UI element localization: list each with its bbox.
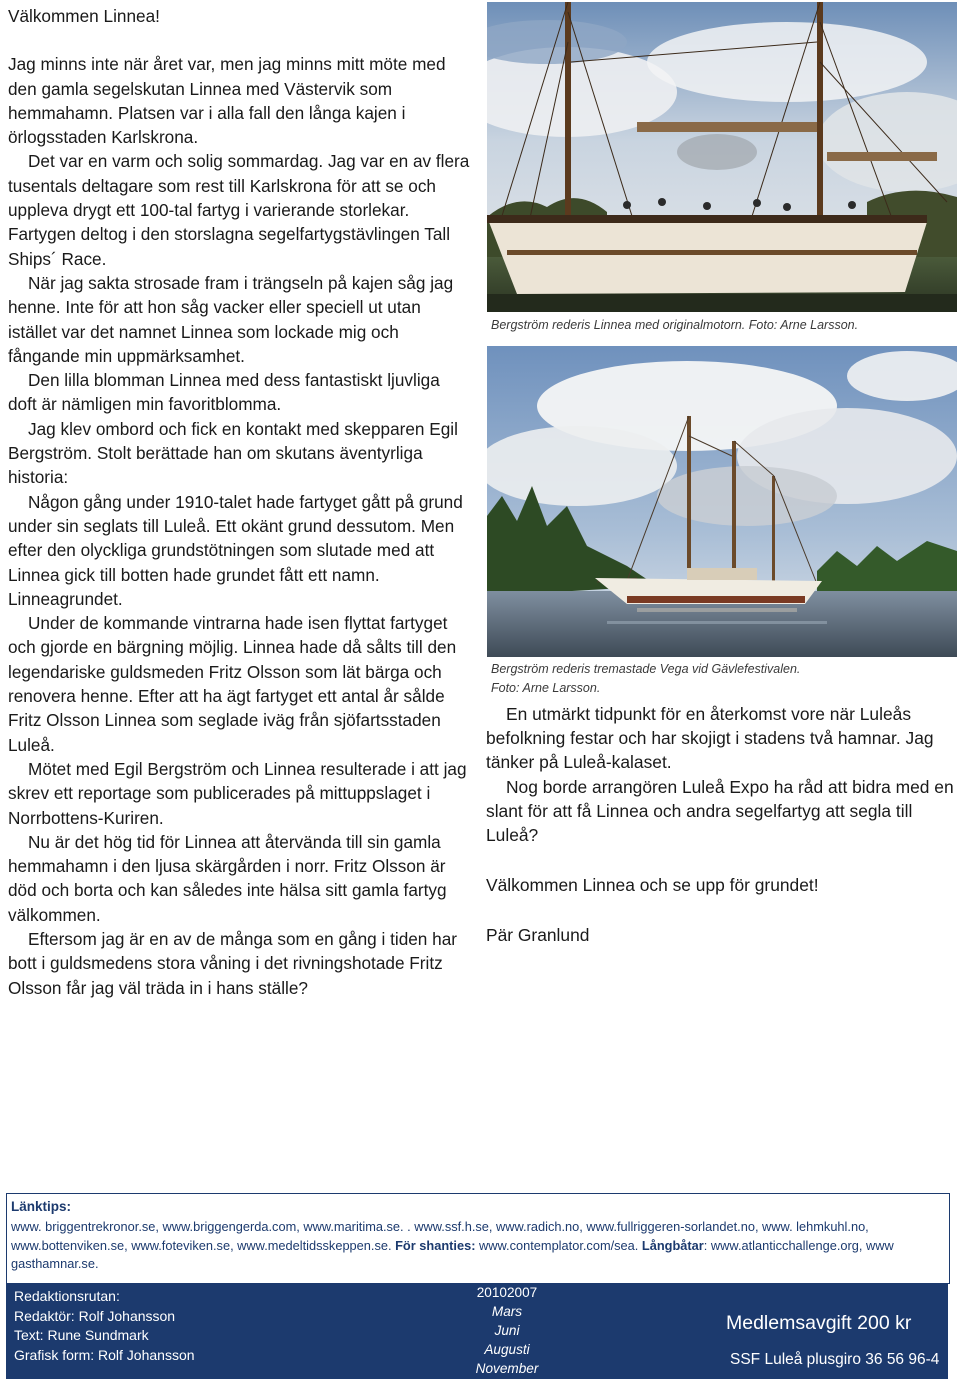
photo-vega-ship	[487, 346, 957, 657]
photo-caption	[491, 660, 800, 698]
issue-number: 20102007	[476, 1285, 538, 1300]
article-paragraph: Mötet med Egil Bergström och Linnea resulterade i att jag skrev ett reportage som publicerades på mittuppslaget i Norrbottens-Kuriren.	[8, 758, 467, 828]
article-paragraph: Nu är det hög tid för Linnea att återvända till sin gamla hemmahamn i den ljusa skärgården i norr. Fritz Olsson är död och borta och kan således inte hälsa sitt gamla fartyg välkommen.	[8, 831, 447, 925]
article-paragraph: Eftersom jag är en av de många som en gång i tiden har bott i guldsmedens stora våning i det rivningshotade Fritz Olsson får jag väl träda in i hans ställe?	[8, 928, 457, 998]
editor-credit: Redaktör: Rolf Johansson	[14, 1307, 176, 1324]
issue-month: Juni	[494, 1323, 520, 1338]
photo-caption-line: Bergström rederis tremastade Vega vid Gävlefestivalen.	[491, 662, 801, 676]
article-closing: Välkommen Linnea och se upp för grundet!	[486, 875, 819, 896]
article-paragraph: Nog borde arrangören Luleå Expo ha råd att bidra med en slant för att få Linnea och andra segelfartyg att segla till Luleå?	[486, 776, 954, 846]
editorial-footer	[6, 1283, 948, 1379]
issue-month: Augusti	[484, 1342, 530, 1357]
link-list[interactable]: www. briggentrekronor.se, www.briggengerda.com, www.maritima.se. . www.ssf.h.se, www.radich.no, www.fullriggeren-sorlandet.no, www. lehmkuhl.no, www.bottenviken.se, www.foteviken.se, www.medeltidsskeppen.se.	[11, 1219, 869, 1253]
article-paragraph: Jag klev ombord och fick en kontakt med skepparen Egil Bergström. Stolt berättade han om skutans äventyrliga historia:	[8, 418, 458, 488]
photo-credit: Foto: Arne Larsson.	[491, 681, 601, 695]
shanties-link[interactable]: www.contemplator.com/sea.	[479, 1237, 639, 1253]
issue-month: November	[475, 1361, 539, 1376]
link-tips-title: Länktips:	[11, 1199, 72, 1214]
text-credit: Text: Rune Sundmark	[14, 1327, 149, 1344]
photo-caption: Bergström rederis Linnea med originalmotorn. Foto: Arne Larsson.	[491, 318, 859, 332]
issue-schedule	[452, 1283, 562, 1378]
article-paragraph: Den lilla blomman Linnea med dess fantastiskt ljuvliga doft är nämligen min favoritblomma.	[8, 370, 440, 415]
article-paragraph: En utmärkt tidpunkt för en återkomst vore när Luleås befolkning festar och har skojigt i stadens två hamnar. Jag tänker på Luleå-kalaset.	[486, 704, 934, 773]
link-tips-text: www. briggentrekronor.se, www.briggengerda.com, www.maritima.se. . www.ssf.h.se, www.radich.no, www.fullriggeren-sorlandet.no, www. lehmkuhl.no, www.bottenviken.se, www.foteviken.se, www.medeltidsskeppen.se. För shanties: www.contemplator.com/sea. Långbåtar: www.atlanticchallenge.org, www gasthamnar.se.	[11, 1219, 894, 1272]
editorial-heading: Redaktionsrutan:	[14, 1288, 120, 1304]
article-right-column	[486, 702, 954, 948]
editorial-credits	[14, 1287, 195, 1365]
article-paragraph: Jag minns inte när året var, men jag minns mitt möte med den gamla segelskutan Linnea med Västervik som hemmahamn. Platsen var i alla fall den långa kajen i örlogsstaden Karlskrona.	[8, 54, 446, 148]
article-paragraph: Någon gång under 1910-talet hade fartyget gått på grund under sin seglats till Luleå. Ett okänt grund dessutom. Men efter den olyckliga grundstötningen som slutade med att Linnea gick till botten hade grundet fått ett namn. Linneagrundet.	[8, 491, 463, 609]
plusgiro-number: SSF Luleå plusgiro 36 56 96-4	[730, 1351, 940, 1368]
article-paragraph: Det var en varm och solig sommardag. Jag var en av flera tusentals deltagare som rest till Karlskrona för att se och uppleva drygt ett 100-tal fartyg i varierande storlekar. Fartygen deltog i den storslagna segelfartygstävlingen Tall Ships´ Race.	[8, 151, 470, 269]
membership-fee: Medlemsavgift 200 kr	[726, 1312, 912, 1334]
article-signature: Pär Granlund	[486, 925, 590, 946]
issue-month: Mars	[491, 1304, 523, 1319]
longboats-label: Långbåtar	[641, 1237, 704, 1253]
link-tips-box	[6, 1193, 950, 1284]
longboats-links[interactable]: www.atlanticchallenge.org, www gasthamnar.se.	[11, 1237, 894, 1272]
photo-linnea-schooner	[487, 2, 957, 312]
article-greeting: Välkommen Linnea!	[8, 6, 160, 26]
design-credit: Grafisk form: Rolf Johansson	[14, 1346, 195, 1363]
article-paragraph: Under de kommande vintrarna hade isen flyttat fartyget och gjorde en bärgning möjlig. Linnea hade då sålts till den legendariske guldsmeden Fritz Olsson som lät bärga och renovera henne. Efter att ha ägt fartyget ett antal år sålde Fritz Olsson Linnea som seglade iväg från sjöfartsstaden Luleå.	[8, 613, 457, 755]
article-left-column	[8, 4, 470, 1000]
article-paragraph: När jag sakta strosade fram i trängseln på kajen såg jag henne. Inte för att hon såg vacker eller speciell ut utan istället var det namnet Linnea som lockade mig och fångande min uppmärksamhet.	[8, 272, 454, 366]
shanties-label: För shanties:	[395, 1237, 476, 1253]
